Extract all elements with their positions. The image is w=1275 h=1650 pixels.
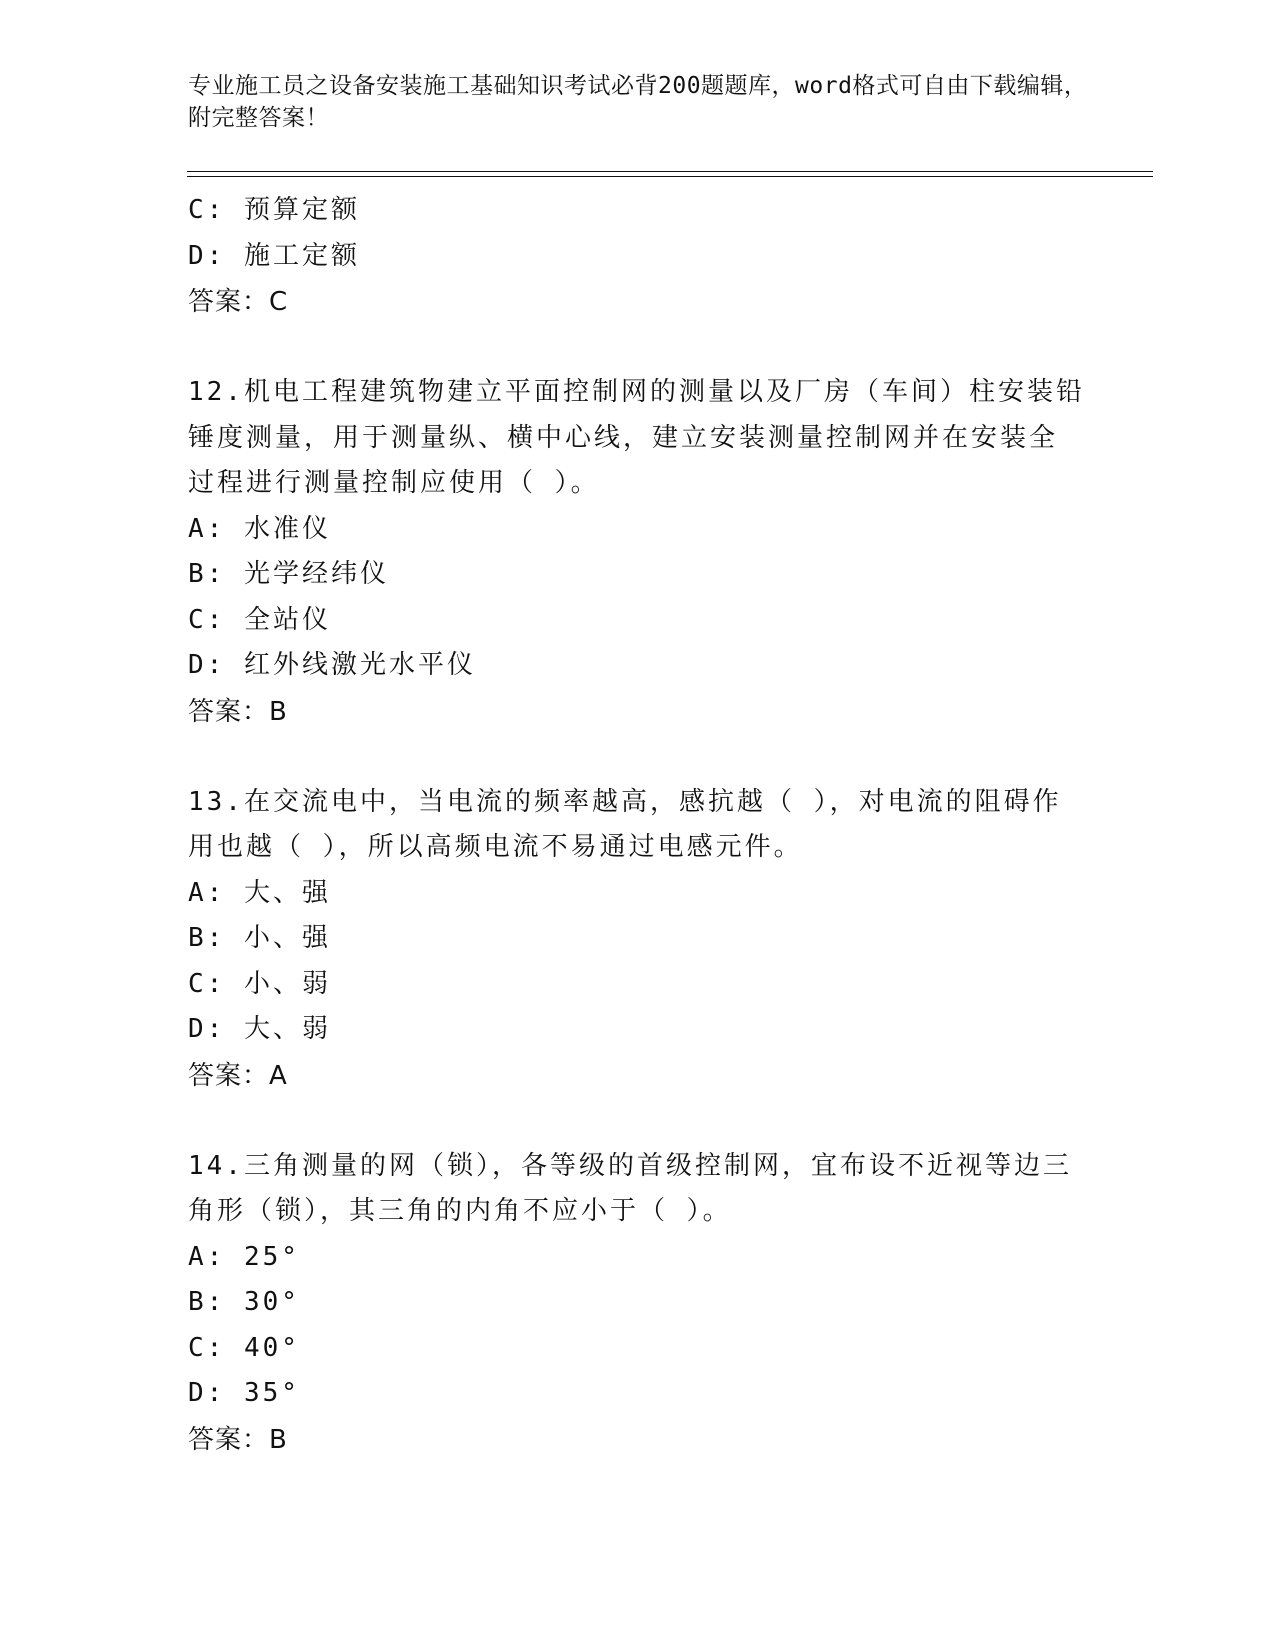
question-12 <box>188 370 1088 735</box>
header-title: 专业施工员之设备安装施工基础知识考试必背200题题库，word格式可自由下载编辑，附完整答案！ <box>188 73 1088 131</box>
option-c: C: 全站仪 <box>188 604 331 635</box>
header-divider-bottom <box>187 176 1153 177</box>
answer-line: 答案：A <box>188 1060 288 1091</box>
previous-question-tail <box>188 188 1088 325</box>
question-stem: 14.三角测量的网（锁），各等级的首级控制网，宜布设不近视等边三 角形（锁），其三角的内角不应小于（ ）。 <box>188 1150 1072 1226</box>
header-divider-top <box>187 171 1153 172</box>
option-c: C: 小、弱 <box>188 968 331 999</box>
option-d: D: 红外线激光水平仪 <box>188 650 476 680</box>
document-header <box>188 70 1088 134</box>
question-13 <box>188 780 1088 1099</box>
option-b: B: 光学经纬仪 <box>188 559 389 589</box>
option-a: A: 水准仪 <box>188 513 331 544</box>
question-list <box>188 188 1088 1463</box>
question-stem: 12.机电工程建筑物建立平面控制网的测量以及厂房（车间）柱安装铅 锤度测量，用于测量纵、横中心线，建立安装测量控制网并在安装全 过程进行测量控制应使用（ ）。 <box>188 377 1085 498</box>
option-c: C: 40° <box>188 1332 300 1363</box>
question-14 <box>188 1144 1088 1463</box>
option-d: D: 35° <box>188 1378 300 1408</box>
answer-line: 答案：B <box>188 1424 288 1455</box>
option-a: A: 25° <box>188 1241 300 1272</box>
option-b: B: 30° <box>188 1287 300 1317</box>
option-b: B: 小、强 <box>188 923 331 953</box>
option-a: A: 大、强 <box>188 877 331 908</box>
option-c: C: 预算定额 <box>188 195 360 225</box>
answer-line: 答案：B <box>188 696 288 727</box>
question-stem: 13.在交流电中，当电流的频率越高，感抗越（ ），对电流的阻碍作 用也越（ ），所以高频电流不易通过电感元件。 <box>188 786 1062 862</box>
answer-line: 答案：C <box>188 287 289 317</box>
option-d: D: 施工定额 <box>188 240 360 271</box>
option-d: D: 大、弱 <box>188 1014 331 1044</box>
